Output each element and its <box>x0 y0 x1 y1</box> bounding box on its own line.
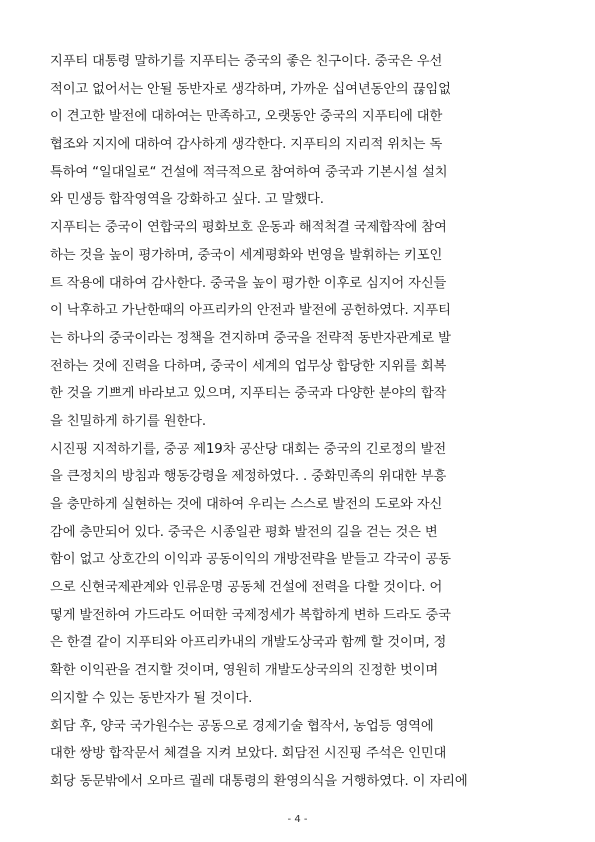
text-line: 이 낙후하고 가난한때의 아프리카의 안전과 발전에 공헌하였다. 지푸티 <box>50 303 451 319</box>
body-text <box>50 48 550 796</box>
text-line: 는 하나의 중국이라는 정책을 견지하며 중국을 전략적 동반자관계로 발 <box>50 330 451 346</box>
text-line: 협조와 지지에 대하여 감사하게 생각한다. 지푸티의 지리적 위치는 독 <box>50 137 443 153</box>
text-line: 대한 쌍방 합작문서 체결을 지켜 보았다. 회담전 시진핑 주석은 인민대 <box>50 746 447 762</box>
text-line: 으로 신현국제관계와 인류운명 공동체 건설에 전력을 다할 것이다. 어 <box>50 580 443 596</box>
text-line: 을 큰정치의 방침과 행동강령을 제정하였다. . 중화민족의 위대한 부흥 <box>50 469 447 485</box>
text-line: 지푸티 대통령 말하기를 지푸티는 중국의 좋은 친구이다. 중국은 우선 <box>50 54 443 69</box>
text-line: 회담 후, 양국 국가원수는 공동으로 경제기술 협작서, 농업등 영역에 <box>50 718 434 734</box>
text-line: 전하는 것에 진력을 다하며, 중국이 세계의 업무상 합당한 지위를 회복 <box>50 358 447 374</box>
text-line: 확한 이익관을 견지할 것이며, 영원히 개발도상국의의 진정한 벗이며 <box>50 663 439 679</box>
text-line: 와 민생등 합작영역을 강화하고 싶다. 고 말했다. <box>50 192 324 208</box>
text-line: 이 견고한 발전에 대하여는 만족하고, 오랫동안 중국의 지푸티에 대한 <box>50 109 443 125</box>
text-line: 의지할 수 있는 동반자가 될 것이다. <box>50 690 253 706</box>
text-line: 시진핑 지적하기를, 중공 제19차 공산당 대회는 중국의 긴로정의 발전 <box>50 441 447 457</box>
text-line: 특하여 “일대일로“ 건설에 적극적으로 참여하여 중국과 기본시설 설치 <box>50 164 448 180</box>
text-line: 한 것을 기쁘게 바라보고 있으며, 지푸티는 중국과 다양한 분야의 합작 <box>50 386 447 402</box>
text-line: 을 친밀하게 하기를 원한다. <box>50 413 206 429</box>
text-line: 떻게 발전하여 가드라도 어떠한 국제정세가 복합하게 변하 드라도 중국 <box>50 607 451 623</box>
text-line: 지푸티는 중국이 연합국의 평화보호 운동과 해적척결 국제합작에 참여 <box>50 220 447 236</box>
text-line: 적이고 없어서는 안될 동반자로 생각하며, 가까운 십여년동안의 끊임없 <box>50 81 451 97</box>
text-line: 회당 동문밖에서 오마르 궐레 대통령의 환영의식을 거행하였다. 이 자리에 <box>50 773 468 789</box>
text-line: 트 작용에 대하여 감사한다. 중국을 높이 평가한 이후로 심지어 자신들 <box>50 275 447 291</box>
text-line: 하는 것을 높이 평가하며, 중국이 세계평화와 번영을 발휘하는 키포인 <box>50 247 443 263</box>
text-line: 은 한결 같이 지푸티와 아프리카내의 개발도상국과 함께 할 것이며, 정 <box>50 635 447 651</box>
text-line: 함이 없고 상호간의 이익과 공동이익의 개방전략을 받들고 각국이 공동 <box>50 552 451 568</box>
text-line: 을 충만하게 실현하는 것에 대하여 우리는 스스로 발전의 도로와 자신 <box>50 497 443 512</box>
page-number: - 4 - <box>287 814 308 825</box>
text-line: 감에 충만되어 있다. 중국은 시종일관 평화 발전의 길을 걷는 것은 변 <box>50 524 438 540</box>
